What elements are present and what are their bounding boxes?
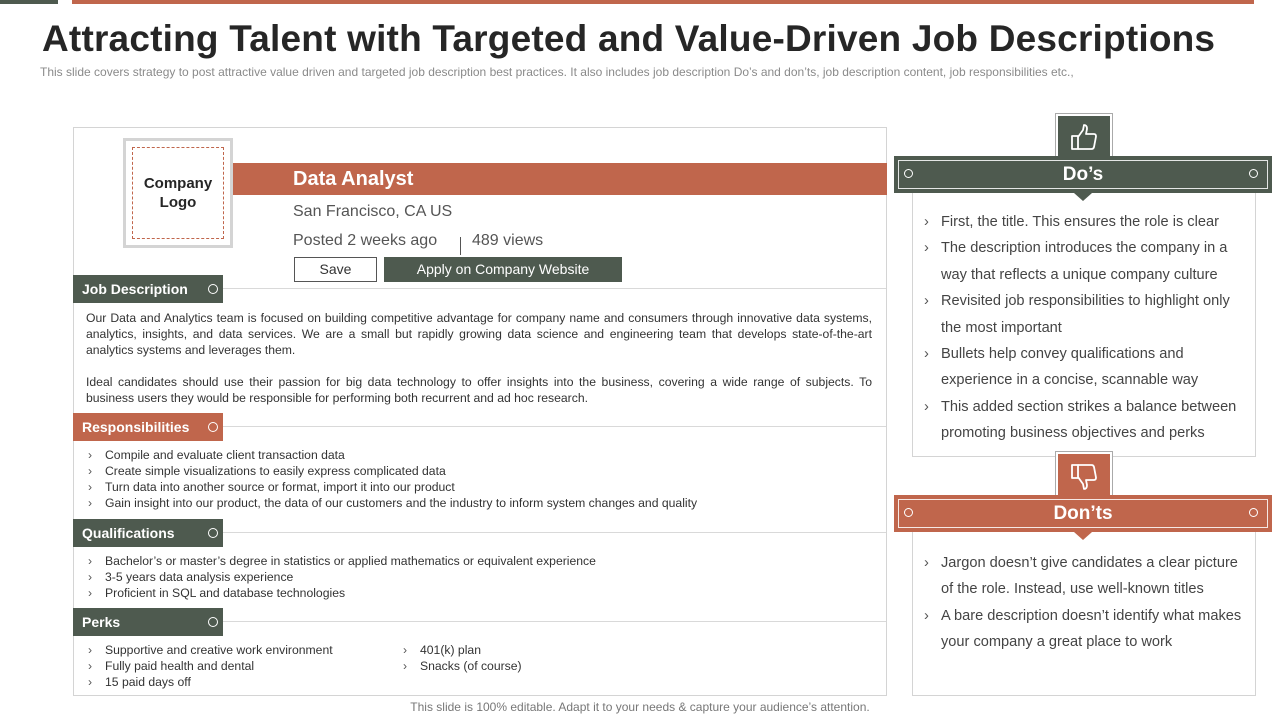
job-location: San Francisco, CA US [293,203,453,220]
circle-icon [904,169,913,178]
list-item: › Snacks (of course) [401,658,522,674]
job-description-tag [73,275,223,303]
responsibilities-tag [73,413,223,441]
circle-icon [1249,508,1258,517]
donts-label: Don’ts [1053,503,1113,524]
list-item: › The description introduces the company in a way that reflects a unique company culture [922,235,1252,288]
circle-icon [1249,169,1258,178]
job-description-label: Job Description [82,281,188,297]
circle-icon [208,422,218,432]
list-item: › Fully paid health and dental [86,658,333,674]
thumbs-down-icon [1067,459,1101,493]
donts-banner [894,495,1272,532]
qualifications-list [86,553,596,601]
job-description-paragraph: Ideal candidates should use their passion for big data technology to offer insights into the business, covering a wide range of subjects. To business users they would be responsible for performing both recurrent and ad hoc research. [86,375,872,405]
thumbs-up-icon [1067,121,1101,155]
job-title: Data Analyst [293,168,414,190]
responsibilities-list [86,447,697,511]
meta-separator [460,237,461,255]
list-item: › Turn data into another source or format, import it into our product [86,479,697,495]
slide-footer: This slide is 100% editable. Adapt it to your needs & capture your audience’s attention. [410,700,870,714]
list-item: › Compile and evaluate client transaction data [86,447,697,463]
list-item: › First, the title. This ensures the role is clear [922,209,1252,235]
list-item: › Gain insight into our product, the data of our customers and the industry to inform system changes and quality [86,495,697,511]
view-count: 489 views [472,232,544,249]
slide-subtitle: This slide covers strategy to post attractive value driven and targeted job description best practices. It also includes job description Do’s and don’ts, job description content, job responsibilities etc., [40,65,1074,79]
job-description-paragraph: Our Data and Analytics team is focused on building competitive advantage for company name and consumers through innovative data systems, analytics, insights, and data services. We are a small but rapidly growing data science and engineering team that develops state-of-the-art analytics systems and leverages them. [86,311,872,357]
donts-list [922,550,1252,656]
dos-label: Do’s [1062,164,1104,185]
apply-button[interactable]: Apply on Company Website [384,257,622,282]
list-item: › Jargon doesn’t give candidates a clear picture of the role. Instead, use well-known titles [922,550,1252,603]
circle-icon [208,617,218,627]
list-item: › A bare description doesn’t identify what makes your company a great place to work [922,603,1252,656]
list-item: › 3-5 years data analysis experience [86,569,596,585]
thumbs-up-icon-box [1056,114,1112,162]
company-logo-text: Company Logo [132,147,224,239]
list-item: › Proficient in SQL and database technologies [86,585,596,601]
list-item: › Revisited job responsibilities to highlight only the most important [922,288,1252,341]
top-bar-dark [0,0,58,4]
posted-date: Posted 2 weeks ago [293,232,438,249]
list-item: › 401(k) plan [401,642,522,658]
list-item: › Supportive and creative work environment [86,642,333,658]
dos-banner [894,156,1272,193]
circle-icon [208,284,218,294]
thumbs-down-icon-box [1056,452,1112,500]
circle-icon [208,528,218,538]
qualifications-tag [73,519,223,547]
responsibilities-label: Responsibilities [82,419,190,435]
list-item: › This added section strikes a balance between promoting business objectives and perks [922,394,1252,447]
dos-list [922,209,1252,447]
perks-list-left [86,642,333,690]
list-item: › 15 paid days off [86,674,333,690]
list-item: › Bullets help convey qualifications and experience in a concise, scannable way [922,341,1252,394]
slide-title: Attracting Talent with Targeted and Value-Driven Job Descriptions [42,18,1216,59]
top-bar-accent [72,0,1254,4]
perks-tag [73,608,223,636]
list-item: › Create simple visualizations to easily express complicated data [86,463,697,479]
company-logo [123,138,233,248]
job-title-banner [233,163,887,195]
qualifications-label: Qualifications [82,525,175,541]
save-button[interactable]: Save [294,257,377,282]
circle-icon [904,508,913,517]
perks-list-right [401,642,522,674]
perks-label: Perks [82,614,121,630]
list-item: › Bachelor’s or master’s degree in statistics or applied mathematics or equivalent experience [86,553,596,569]
